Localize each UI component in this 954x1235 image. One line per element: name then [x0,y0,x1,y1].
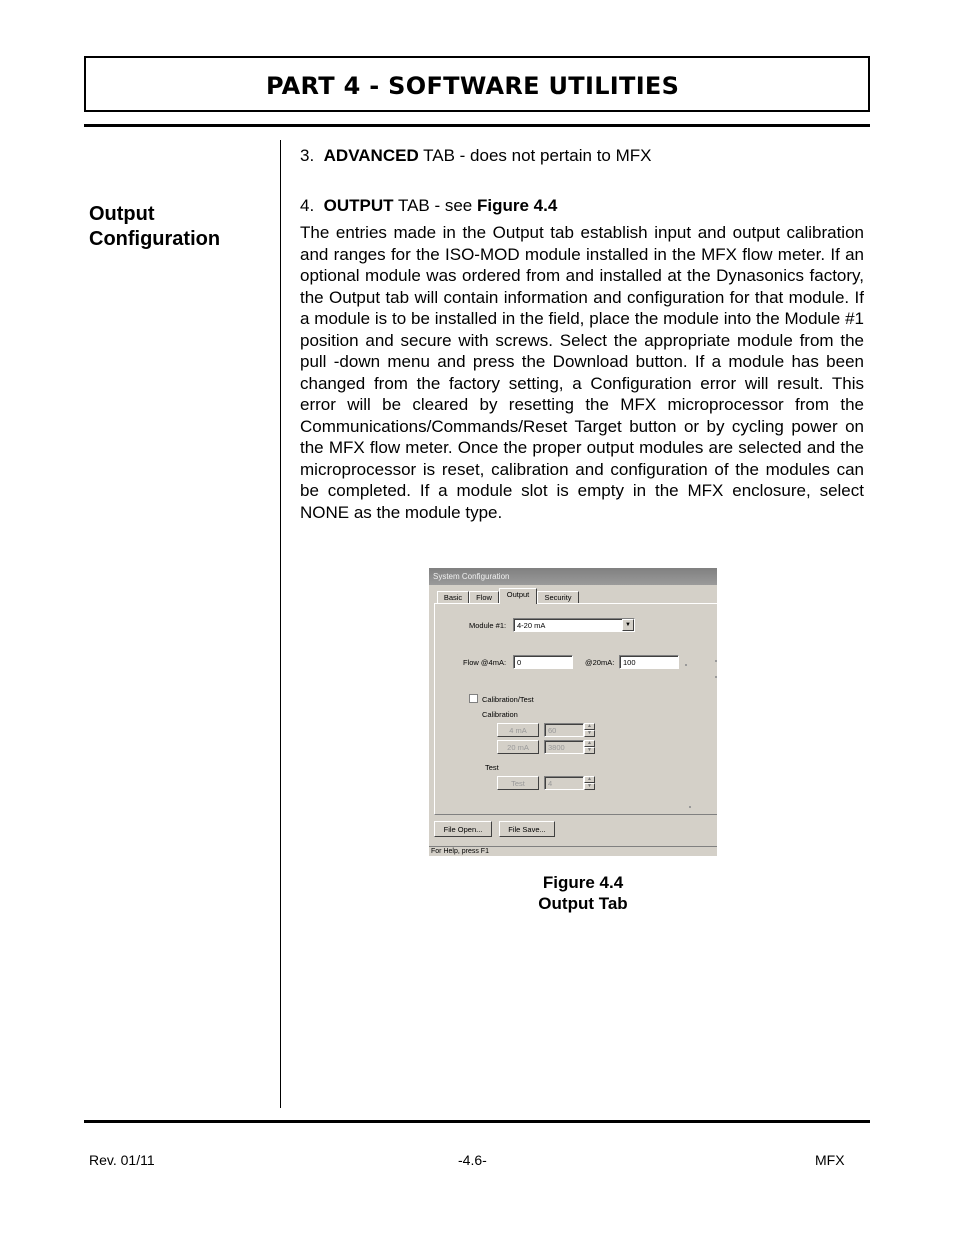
calibration-test-checkbox[interactable] [469,694,478,703]
section-heading-line2: Configuration [89,228,221,250]
item-advanced [300,146,651,166]
spin-up-icon[interactable]: ▲ [584,723,595,730]
file-open-button[interactable]: File Open... [434,821,492,837]
tab-output[interactable]: Output [499,588,537,604]
bottom-rule [84,1120,870,1123]
item-text: TAB - does not pertain to MFX [418,146,652,165]
column-divider [280,140,281,1108]
spin-down-icon[interactable]: ▼ [584,730,595,737]
module-select-value: 4-20 mA [517,621,546,630]
status-bar: For Help, press F1 [429,846,717,856]
output-tab-panel [434,603,717,815]
cal-20ma-value[interactable]: 3800 [544,740,584,754]
caption-line1: Figure 4.4 [542,873,624,892]
decorative-dot [689,806,691,808]
tab-flow[interactable]: Flow [469,591,499,604]
spin-up-icon[interactable]: ▲ [584,740,595,747]
footer-page-number: -4.6- [458,1152,487,1168]
cal-4ma-button[interactable]: 4 mA [497,723,539,737]
spin-down-icon[interactable]: ▼ [584,747,595,754]
cal-20ma-button[interactable]: 20 mA [497,740,539,754]
flow-4ma-input[interactable]: 0 [513,655,573,669]
decorative-dot [685,664,687,666]
top-rule [84,124,870,127]
caption-line2: Output Tab [538,894,628,913]
file-save-button[interactable]: File Save... [499,821,555,837]
page-header-title: PART 4 - SOFTWARE UTILITIES [266,72,680,100]
section-heading-line1: Output [89,203,155,225]
system-configuration-screenshot [429,568,717,856]
footer-product: MFX [815,1152,845,1168]
flow-20ma-label: @20mA: [585,658,615,667]
spin-up-icon[interactable]: ▲ [584,776,595,783]
calibration-test-label: Calibration/Test [482,695,534,704]
cal-4ma-value[interactable]: 60 [544,723,584,737]
test-button[interactable]: Test [497,776,539,790]
decorative-dot [715,660,717,662]
item-number: 4. [300,196,315,215]
test-spinner[interactable] [584,776,595,790]
figure-caption [430,872,736,914]
cal-20ma-spinner[interactable] [584,740,595,754]
test-value[interactable]: 4 [544,776,584,790]
item-output [300,196,557,216]
test-group-label: Test [485,763,499,772]
module-select[interactable] [513,618,635,632]
window-title: System Configuration [429,568,717,585]
item-text: TAB - see [393,196,477,215]
calibration-group-label: Calibration [482,710,518,719]
module-label: Module #1: [469,621,507,630]
flow-4ma-label: Flow @4mA: [463,658,507,667]
item-number: 3. [300,146,315,165]
page-header-box [84,56,870,112]
item-keyword: OUTPUT [323,196,394,215]
figure-reference: Figure 4.4 [477,196,558,215]
spin-down-icon[interactable]: ▼ [584,783,595,790]
item-keyword: ADVANCED [323,146,419,165]
body-paragraph: The entries made in the Output tab establish input and output calibration and ranges for the ISO-MOD module installed in the MFX flow meter. If an optional module was ordered from and installed at the Dynasonics factory, the Output tab will contain information and configuration for that module. If a module is to be installed in the field, place the module into the Module #1 position and secure with screws. Select the appropriate module from the pull -down menu and press the Download button. If a module has been changed from the factory setting, a Configuration error will result. This error will be cleared by resetting the MFX microprocessor from the Communications/Commands/Reset Target button or by cycling power on the MFX flow meter. Once the proper output modules are selected and the microprocessor is reset, calibration and configuration of the modules can be completed. If a module slot is empty in the MFX enclosure, select NONE as the module type. [300,223,864,522]
tab-security[interactable]: Security [537,591,579,604]
cal-4ma-spinner[interactable] [584,723,595,737]
section-heading [89,202,220,252]
tab-basic[interactable]: Basic [437,591,469,604]
footer-revision: Rev. 01/11 [89,1152,155,1168]
decorative-dot [715,676,717,678]
flow-20ma-input[interactable]: 100 [619,655,679,669]
chevron-down-icon[interactable]: ▼ [622,619,634,631]
